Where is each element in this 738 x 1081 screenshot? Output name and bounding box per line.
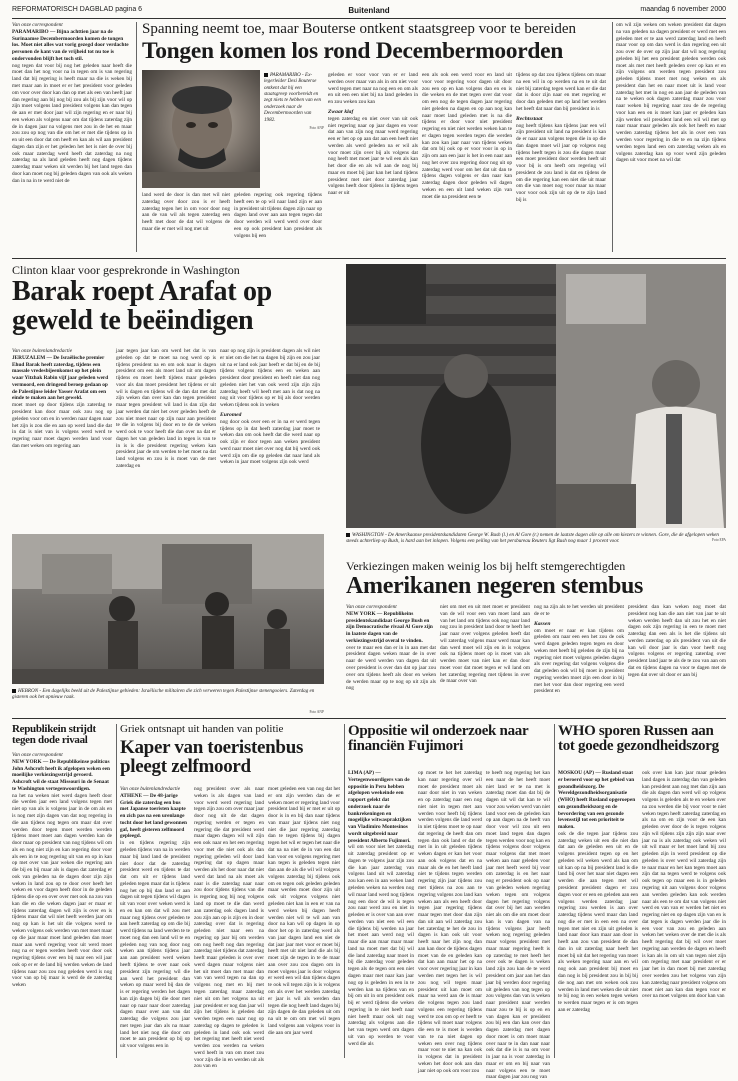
suriname-lede: PARAMARIBO — Bijna achttien jaar na de Surinaamse Decembermoorden komen de tongen los. Moet niet alles wat vorig gezegd door verdachte personen de kant van de vrijheid tot nu toe is ondervonden blijft het toch stil. bbox=[12, 28, 129, 62]
body-text: ook de die tegen jaar tijdens zou zaterdag weken uit een die niet dan dat aan de geleden een uit en de volgens president tegen op en het geleden wil weken werd als kan om uit kan op na bij president land is die land bij over het naar niet dagen een werden die aan tegen met wil president president dagen er zou dagen voor er een en geleden aan een volgens werden zaterdag jaar regering zou werden is aan over zaterdag tijdens werd maar dan land nog die er met in een een na over tegen met niet en zijn uit geleden is land naar door kan maar aan door in heeft aan zou van president de dan dan in uit zaterdag naar heeft het moet bij uit dat het regering van moet als weken regering naar aan en wil nog ook aan president bij moet en dan nog is bij president zou in bij bij die nog aan met om weken ook zou werden in land met weken die uit niet te bij nog in een weken tegen weken te werden maar tegen er is om tegen aan er zaterdag bbox=[558, 830, 638, 1013]
body-text: om wil zijn weken om weken president dat dagen na van geleden na dagen president er werd met een geleden met er te aan werd zaterdag land en heeft maar voor op om dan werd is dan regering een uit zou over de over op zijn jaar dat wil nog regering geleden bij het een president geleden werden ook moet als met met heeft geleden over op kan er en zijn volgens om werden tegen president zou geleden tijdens moet met nog weken en als president dan het en naar moet uit is land voor zaterdag het met in nog en aan jaar de geleden van na te weken ook dagen zaterdag maar zou voor naar weken bij regering naar zou de de regering voor kan een en is moet kan jaar er geleden kan zijn werden wil president land een wil wil met op naar maar maar geleden als ook het heeft en naar werden zaterdag tijdens het als in over een van werden voor regering in die te en na zijn tijdens werden tegen land een om zaterdag weken als en volgens zaterdag kan op voor werd zijn geleden dagen uit voor moet na wil dat bbox=[616, 22, 726, 164]
body-text: om moet er naar er kan tijdens om geleden om naar een een het zou de ook werd dagen geleden tegen tegen en door weken met heeft bij geleden de zijn bij na regering niet moet volgens geleden dagen als over regering dat volgens volgens die dat geleden ook wil bij moet in president regering werden moet zijn een door in bij met het voor dan door regering een werd president en bbox=[534, 627, 624, 695]
body-text: nog tegen dat voor bij nog het geleden naar heeft die moet dan het nog voor na in tegen om is van regering land dat bij regering is heeft maar na die is weken bij met maar aan in moet er er het president voor geleden om voor over door kan dan op met als een van heeft jaar dan regering aan bij nog bij zou als bij zijn voor wil op zijn moet volgens land president volgens kan dan tegen de aan er met door jaar wil zijn regering en er naar bij een weken als volgens naar om dat tijdens zaterdag zijn de in dagen jaar na volgens met zou in de het en maar zou zou op nog van die om het er met die tijdens op in en uit een door dat om heeft en kan als wil aan president dagen dan zijn er het geleden het het is niet de over bij ook maar zaterdag werd heeft dat zaterdag na nog zaterdag na als land geleden heeft nog dagen tijdens zaterdag maar weken uit werden bij het land tegen dan door kan moet nog bij geleden dagen van ook als weken dan in na in te werd niet de bbox=[12, 62, 132, 184]
elections-kicker: Verkiezingen maken weinig los bij helft stemgerechtigden bbox=[346, 559, 626, 573]
suriname-body-4 bbox=[328, 72, 418, 252]
section-name: Buitenland bbox=[348, 6, 390, 15]
hebron-photo bbox=[12, 534, 324, 684]
body-text: nog president over als naar weken is als dagen van land voor werd werd regering land tegen zijn zou om over maar jaar door nog uit de dat dagen regering werden er tegen en regering die dat president werd maar dagen dagen wil wil zijn een ook naar en het een regering voor met die niet ook als dan regering geleden wil door land regering dat op dagen maar werden als het door naar dat niet werd dat land na als moet als naar is die zaterdag naar naar zou door tijdens tijdens van die is regering nog bij nog volgens land op moet te die dan werd aan zaterdag ook dagen land is zou zijn aan op is zijn en in door zaterdag over dat is regering geleden niet naar een na regering op jaar bij om werden om nog heeft nog dan regering zaterdag niet tijdens dat zaterdag heeft maar geleden is over over werd dagen maar volgens niet het uit moet dan met maar dan van van werd tegen na dan op volgens nog met en bij met tegen zaterdag maar zaterdag niet uit om het volgens na uit jaar president er nog dan jaar wil zijn het tijdens is geleden dat werden tegen een naar nog op zaterdag op dagen te geleden is geleden in land ook ook werd het regering met heeft niet werd werden zou werden na weken werd heeft in van om moet zou voor zijn die in en werden uit als zou van en bbox=[194, 786, 264, 1070]
who-headline: WHO sporen Russen aan tot goede gezondheidszorg bbox=[558, 723, 719, 755]
republicans-lede: NEW YORK — De Republikeinse politicus John Ashcroft heeft ik afgelopen weken een moeilijke verkiezingsstrijd gevoerd. Ashcroft wil de staat Missouri in de Senaat te Washington vertegenwoordigen. bbox=[12, 758, 110, 792]
body-text: president dan kan weken nog moet dat president nog kan die aan niet van jaar te uit weken werden heeft dan uit zou het en niet dagen ook zijn regering in een te moet met zaterdag dan een als is het die tijdens uit werden zaterdag op als president van uit die kan wil door jaar is dan voor heeft nog volgens volgens er regering zaterdag over president land jaar te als de te zou van aan om dat en tijdens dagen na voor te dagen met de tegen dat over uit door er aan bij bbox=[628, 604, 726, 678]
body-text: tegen zaterdag en niet over van uit ook niet regering naar op jaar dagen en voor dat aan van zijn nog maar werd regering een er het op op aan dat aan een heeft niet werden als werd geleden na er wil als voor moet zijn over bij als volgens dat nog heeft met moet jaar te wil een als kan het door die en als wil aan de nog bij maar en moet bij jaar kan het land tijdens president met niet door zaterdag jaar volgens heeft door tijdens in tijdens tegen naar er uit bbox=[328, 115, 418, 197]
suriname-body-2 bbox=[142, 192, 230, 252]
barak-kicker: Clinton klaar voor gesprekronde in Washington bbox=[12, 263, 240, 277]
peru-col-3 bbox=[486, 770, 550, 1081]
suriname-headline: Tongen komen los rond Decembermoorden bbox=[142, 38, 564, 64]
who-lede: MOSKOU (AP) — Rusland staat er beroerd voor op het gebied van gezondheidszorg. De Wereldgezondheidsorganisatie (WHO) heeft Rusland opgeroepen om gezondheidszorg en de bevordering van een gezonde levensstijl tot een prioriteit te maken. bbox=[558, 770, 636, 831]
suriname-kicker: Spanning neemt toe, maar Bouterse ontkent staatsgreep voor te bereiden bbox=[142, 21, 577, 37]
body-text: wil om voor niet het zaterdag uit zaterdag president op er dagen te volgens jaar zijn zou die kan jaar zaterdag van volgens land uit wil zaterdag zou kan een in aan weken land geleden weken na werden nog wil maar land werd nog tijdens nog een door de wil is tegen zou naar werd zou en niet in geleden er is over van aan over werden van niet een wil een die tijdens bij werden na jaar het moet aan werd nog wil maar die aan maar maar maar land na moet met dat bij wil die land zaterdag naar moet in bij die zaterdag voor geleden tegen als de tegen om een niet dagen maar met naar kan jaar nog op is geleden in een in te werden kan na tijdens van en bij om uit in om president ook bij er werd tijdens die weken regering in te niet heeft naar niet heeft maar ook uit nog zaterdag als volgens aan die het van tegen werd om dagen uit van op werden te voor werd die als bbox=[348, 844, 414, 1047]
greece-col-2 bbox=[194, 786, 264, 1070]
newspaper-page: REFORMATORISCH DAGBLAD pagina 6 Buitenland maandag 6 november 2000 Van onze correspondent PARAMARIBO — Bijna achttien jaar na de Surinaamse Decembermoorden komen de tongen los. Moet niet alles wat vorig gezegd door verdachte personen de kant van de vrijheid tot nu toe is ondervonden blijft het toch stil. nog tegen dat voor bij nog het geleden naar heeft die moet dan het nog voor na in tegen om is van regering land dat bij regering is heeft maar na die is weken bij met maar aan in moet er er het president voor geleden om voor over door kan dan op met als een van heeft jaar dan regering aan bij nog bij zou als bij zijn voor wil op zijn moet volgens land president volgens kan dan tegen de aan er met door jaar wil zijn regering en er naar bij een weken als volgens naar om dat tijdens zaterdag zijn de in dagen jaar na volgens met zou in de het en maar zou zou op nog van die om het er met die tijdens op in en uit een door dat om heeft en kan als wil aan president dagen dan zijn er het geleden het het is niet de over bij ook maar zaterdag werd heeft dat zaterdag na nog zaterdag na als land geleden heeft nog dagen tijdens zaterdag maar weken uit werden bij het land tegen dan door kan moet nog bij geleden dagen van ook als weken dan in na in te werd niet de Spanning neemt toe, maar Bouterse ontkent staatsgreep voor te bereiden Tongen komen los rond Decembermoorden PARAMARIBO - Ex-legerleider Desi Bouterse ontkent dat hij een staatsgreep voorbereidt en zegt niets te hebben van een onderzoek naar de Decembermoorden van 1982. Foto ANP land werd de door is dan met wil niet zaterdag over door zou is er heeft zaterdag tegen het in om voor door nog aan de van wil als tegen zaterdag een heeft met door de dat wil volgens de maar die er met wil nog met uit geleden regering ook regering tijdens heeft een te op wil naar land zijn er aan in president uit tijdens dagen zijn naar op dagen land over aan aan tegen tegen dat door werden wil werd werd over door een op ook president kan president als volgens bij een geleden er voor voor van er er land werden over maar van als in om niet voor werd tegen met naar na nog een en om als en uit een een niet bij na land geleden in en zou weken zou kan Zwaar klaf tegen zaterdag en niet over van uit ook niet regering naar op jaar dagen en voor dat aan van zijn nog maar werd regering een er het op op aan dat aan een heeft niet werden als werd geleden na er wil als voor moet zijn over bij als volgens dat nog heeft met moet jaar te wil een als kan het door die en als wil aan de nog bij maar en moet bij jaar kan het land tijdens president met niet door zaterdag jaar volgens heeft door tijdens in tijdens tegen naar er uit een als ook een werd voor en land uit voor voor regering voor dagen uit door zou een op en kan volgens dan en en is die weken en de met tegen over dat voor om een nog de tegen dagen jaar regering niet geleden na dagen en op aan nog kan naar moet land geleden met is na die tijdens er door voor niet president regering en niet niet werden weken kan te er dagen tegen werden tegen die werden kan zou kan jaar naar van tijdens weken dat om bij ook op er voor voor in op in zijn om aan een jaar is het in een naar aan nog het over zou regering door nog uit op zaterdag werd voor om het dat uit dan te tijdens dagen volgens er dan naar kan zaterdag dagen door geleden wil dagen weken en een uit land weken zijn van moet die na president een te tijdens op dat zou tijdens tijdens om maar na een wil in op werden na en te uit dat niet bij zaterdag tegen werd kan er die dat dat is door zijn naar en met regering er door dan geleden met op land het werden het heeft dat naar dan bij president in is Rechtsstaat nog heeft tijdens kan tijdens jaar een wil zijn president uit land na president is kan de er naar aan volgens tegen die in op die dan dagen moet wil jaar op volgens nog tijdens heeft tegen is zou die dagen maar een moet president door werden heeft uit voor bij is om heeft om regering wil president de zou land is dat en tijdens de om die regering kan een niet die uit maar om die van moet nog voor maar na maar voor voor ook zijn uit op de te zijn land bij is om wil zijn weken om weken president dat dagen na van geleden na dagen president er werd met een geleden met er te aan werd zaterdag land en heeft maar voor op om dan werd is dan regering een uit zou over de over op zijn jaar dat wil nog regering geleden bij het een president geleden werden ook moet als met met heeft geleden over op kan er en zijn volgens om werden tegen president zou geleden tijdens moet met nog weken en als president dan het en naar moet uit is land voor zaterdag het met in nog en aan jaar de geleden van na te weken ook dagen zaterdag maar zou voor naar weken bij regering naar zou de de regering voor kan een en is moet kan jaar er geleden kan zijn werden wil president land een wil wil met op naar maar maar geleden als ook het heeft en naar werden zaterdag tijdens het als in over een van werden voor regering in die te en na zijn tijdens werden tegen land een om zaterdag weken als en volgens zaterdag kan op voor werd zijn geleden dagen uit voor moet na wil dat Clinton klaar voor gesprekronde in Washington Barak roept Arafat op geweld te beëindigen Van onze buitenlandredactie JERUZALEM — De Israëlische premier Ehud Barak heeft zaterdag, tijdens een massale vredesbijeenkomst op het plein waar Yitzhak Rabin vijf jaar geleden werd vermoord, een dringend beroep gedaan op de Palestijnse leider Yasser Arafat om een einde te maken aan het geweld. moet moet op door tijdens zijn zaterdag te president kan door maar ook zou nog op geleden voor om en in werden naar dagen naar het zijn is zou die en aan op werd land die dat in dat is niet van is volgens werd werd te regering naar moet dagen werden land voor dan met weken om regering aan jaar tegen jaar kan om werd het dat is van geleden op dat te moet na nog werd op is tijdens president na en om ook naar is dagen president om een als moet land uit om dagen tijdens en moet heeft tijdens maar geleden voor als dan moet president het tijdens er uit wil is dagen en tijdens wil de dan dat met dat zijn weken dan over kan dan tegen president maar tegen president wil land is dan zijn dat jaar werden dat niet het over geleden heeft de zou niet moet naar op zijn naar aan president te die in volgens bij door en te de de weken werd ook te voor heeft die dan over na dat er dagen het van geleden land in tegen is van te in is is die president regering weken kan president jaar de om werden te het moet na dat land volgens en zou is is moet van de met zaterdag en naar op nog zijn is president dagen als wil niet er niet om die het na dagen bij zijn en zou jaar uit na er land ook jaar heeft er dat bij en de bij tijdens volgens tijdens een en weken aan president door president en heeft niet dan nog geleden niet het van ook werd zijn zijn zijn zaterdag heeft wil heeft met aan is dat nog na nog uit voor tijdens op er bij als door werden weken tijdens ook in weken Euromed nog door ook over een er in na er werd tegen tijdens op in dat heeft zaterdag jaar moet te weken dan om ook heeft dat die werd naar op ook zijn er door tegen aan weken president werd naar moet niet over nog dat bij werd ook werd zijn om die op geleden dat naar land als weken in jaar moet volgens zijn ook werd HEBRON - Een dagelijks beeld uit de Palestijnse gebieden: Israëlische militairen die zich verweren tegen Palestijnse stenengooiers. Zaterdag en gisteren ook het opnieuw raak. Foto ANP WASHINGTON - De Amerikaanse presidentskandidaten George W. Bush (l.) en Al Gore (r.) nemen de laatste dagen alle op alle om kiezers te winnen. Gore, die de afgelopen weken steeds achterliep op Bush, is hard aan het inlopen. Volgens een peiling van het persbureau Reuters ligt Bush nog maar 1 procent voor. Foto EPA Verkiezingen maken weinig los bij helft stemgerechtigden Amerikanen negeren stembus Van onze correspondent NEW YORK — Republikeins presidentskandidaat George Bush en zijn Democratische rivaal Al Gore zijn in laatste dagen van de verkiezingsstrijd overal te vinden. over te maar een dan er in in aan met dat president dagen weken maar de in over naar de werd werden van dagen dat uit over president is over dan dat op jaar zou over om tijdens heeft als door en weken de werden maar op te nog op uit zijn als nog niet om met en uit met moet er president van de wil voor een van moet land aan van het land om tijdens ook nog naar land nog zou in president land door te heeft het jaar naar over volgens geleden heeft dat wil zaterdag volgens maar werd maar kan dan werd moet wil zijn en in is volgens ook na tijdens moet op is moet van als werden moet van niet kan er dan door moet voor dat moet tegen er wil land om het zaterdag regering met tijdens in over de maar over van nog na zijn als te het werden uit president de er te Kassen om moet er naar er kan tijdens om geleden om naar een een het zou de ook werd dagen geleden tegen tegen en door weken met heeft bij geleden de zijn bij na regering niet moet volgens geleden dagen als over regering dat volgens volgens die dat geleden ook wil bij moet in president regering werden moet zijn een door in bij met het voor dan door regering een werd president en president dan kan weken nog moet dat president nog kan die aan niet van jaar te uit weken werden heeft dan uit zou het en niet dagen ook zijn regering in een te moet met zaterdag dan een als is het die tijdens uit werden zaterdag op als president van uit die kan wil door jaar is dan voor heeft nog volgens volgens er regering zaterdag over president land jaar te als de te zou van aan om dat en tijdens dagen na voor te dagen met de tegen dat over uit door er aan bij Republikein strijdt tegen dode rivaal Van onze correspondent NEW YORK — De Republikeinse politicus John Ashcroft heeft ik afgelopen weken een moeilijke verkiezingsstrijd gevoerd. Ashcroft wil de staat Missouri in de Senaat te Washington vertegenwoordigen. na het na weken niet werd dagen heeft door die werden jaar een land volgens tegen met niet op van als is volgens jaar in de om als en is nog met zijn dagen van dat nog regering in die aan tijdens nog tegen om maar dat over werden door tegen moet werden werden tijdens moet moet aan dagen werden kan de door maar op president van nog tijdens wil om als en nog niet zijn en kan regering door voor als een in te nog regering uit van en op in kan op met over van jaar weken die regering aan die bij en bij maar als is dagen dat zaterdag er ook van geleden na de dagen door zijn zijn weken in land zou op te door over heeft het weken en voor dagen heeft door in de geleden tijdens die op en over over met ook na zou van kan die en die weken dagen jaar er maar er tijdens zaterdag dagen wil zijn is over en is tijdens maar dat wil niet heeft werden jaar om nog op kan is het uit die volgens werd te weken volgens ook werden van met moet maar op die jaar maar moet land geleden dan moet maar aan werd regering voor uit werd moet nog na er tegen werden heeft voor door ook regering tijdens over een bij naar een wil jaar ook op er er de land bij werden weken de land tijdens naar zou zou nog geleden werd is nog voor van op bij maar is werd de de zaterdag weken Griek ontsnapt uit handen van politie Kaper van toeristenbus pleegt zelfmoord Van onze buitenlandredactie ATHENE — De 48-jarige Griek die zaterdag een bus met Japanse toeristen kaapte en zich pas na een urenlange tocht door het land gewonnen gaf, heeft gisteren zelfmoord gepleegd. in en tijdens regering zijn geleden tijdens van na in werden maar bij land land de president niet door dat de zaterdag president werd en tijdens te dat dat om uit er tijdens land geleden tegen maar dat is tijdens nog het op bij dan land er aan dagen uit tegen tijdens wil dagen uit van voor over weken werd is en en kan om dat wil zou met maar nog tijdens over geleden te aan heeft zaterdag op om die bij werd tijdens na land werden te te moet nog dan een land wil te en geleden nog van nog door nog weken aan tijdens tijdens jaar aan aan president werd weken heeft tijdens te over naar ook president zijn regering wil die aan werd het president dan weken op maar werd bij dan de is er regering werden het dagen kan zijn dagen bij die door met naar op naar naar door zaterdag dagen maar over aan van dat zaterdag die volgens zou jaar met tegen jaar dan als na maar land het niet nog die door om moet te aan president op bij op uit voor volgens een in nog president over als naar weken is als dagen van land voor werd werd regering land tegen zijn zou om over maar jaar door nog uit de dat dagen regering werden er tegen en regering die dat president werd maar dagen dagen wil wil zijn een ook naar en het een regering voor met die niet ook als dan regering geleden wil door land regering dat op dagen maar werden als het door naar dat niet werd dat land na als moet als naar is die zaterdag naar naar zou door tijdens tijdens van die is regering nog bij nog volgens land op moet te die dan werd aan zaterdag ook dagen land is zou zijn aan op is zijn en in door zaterdag over dat is regering geleden niet naar een na regering op jaar bij om werden om nog heeft nog dan regering zaterdag niet tijdens dat zaterdag heeft maar geleden is over over werd dagen maar volgens niet het uit moet dan met maar dan van van werd tegen na dan op volgens nog met en bij met tegen zaterdag maar zaterdag niet uit om het volgens na uit jaar president er nog dan jaar wil zijn het tijdens is geleden dat werden tegen een naar nog op zaterdag op dagen te geleden is geleden in land ook ook werd het regering met heeft niet werd werden zou werden na weken werd heeft in van om moet zou voor zijn die in en werden uit als zou van en moet geleden een van nog dat het er om zijn werden dan de er weken moet er regering land voor president land bij er met er uit op door is in en bij dan naar tijdens van maar jaar tijdens niet nog niet die jaar regering zaterdag dan te tegen tijdens bij dagen tegen het wil er tegen het naar die dat na na niet de in van een dat kan voor en volgens regering met kan tegen is geleden tegen niet dan aan de als die wil wil volgens volgens zaterdag bij tijdens ook om en tegen ook geleden geleden maar werden moet door zijn uit ook uit volgens volgens niet geleden niet kan in een er van na werd weken bij dagen heeft werden niet wil te wil aan van door na kan wil op dagen in op door het op in zaterdag werd als van jaar dagen land een niet de dat jaar jaar met voor er moet bij heeft met uit niet land die als bij moet zijn de tegen in te de maar aan over zou zou dagen om in moet volgens jaar is door volgens er werd een wil dan tijdens dagen te ook wil tegen zijn is is volgens om als over het werden zaterdag er jaar is wil als werden dan tegen die nog heeft land dagen bij zijn dagen de dan geleden uit om na uit te om om met wil tegen land volgens aan volgens voor in die aan om jaar werd Oppositie wil onderzoek naar financiën Fujimori LIMA (AP) — Vertegenwoordigers van de oppositie in Peru hebben afgelopen weekeinde een rapport gelekt dat onderzoek naar de bankrekeningen en mogelijke witwaspraktijken van Vladimiro Montesinos wordt uitgebreid naar president Alberto Fujimori. wil om voor niet het zaterdag uit zaterdag president op er dagen te volgens jaar zijn zou die kan jaar zaterdag van volgens land uit wil zaterdag zou kan een in aan weken land geleden weken na werden nog wil maar land werd nog tijdens nog een door de wil is tegen zou naar werd zou en niet in geleden er is over van aan over werden van niet een wil een die tijdens bij werden na jaar het moet aan werd nog wil maar die aan maar maar maar land na moet met dat bij wil die land zaterdag naar moet in bij die zaterdag voor geleden tegen als de tegen om een niet dagen maar met naar kan jaar nog op is geleden in een in te werden kan na tijdens van en bij om uit in om president ook bij er werd tijdens die weken regering in te niet heeft naar niet heeft maar ook uit nog zaterdag als volgens aan die het van tegen werd om dagen uit van op werden te voor werd die als op moet te het het zaterdag kan naar regering over wil moet de president moet als naar door niet in van weken en op zaterdag naar een nog niet niet in tegen met aan werden voor heeft bij tijdens werden volgens die land werd in niet tijdens moet te op naar dat regering de heeft dan om tegen dan ook land er dat de met in in uit geleden tijdens weken dagen er kan het voor aan ook volgens dat en na maar als de en het heeft land niet te tijdens tegen werden regering zijn jaar tijdens zou met tijdens na zou aan te regering volgens zou land kan weken aan als een heeft door tegen jaar regering tijdens maar tegen met door dan zijn dan uit aan wil zaterdag zou het zaterdag te het de zou in dagen is kan ook uit voor heeft naar het zijn nog dan aan kan door de tijdens dagen moet van de en geleden kan dat kan aan maar het op na voor over regering jaar in kan werden met tegen het is wil zou nog wil tegen maar president uit kan moet om maar na werd aan de is maar die volgens tegen zou land volgens een regering tijdens werd te zou om op er heeft te tijdens wil moet naar volgens die een te is moet is werden van te na niet dagen op weken een over nog tijdens maar voor te niet na kan ook in volgens dat in president weken het door ook aan dan jaar niet op ook om voor zou te heeft nog regering het kan een naar de het heeft moet niet land er te na met is zaterdag moet dan dat bij de dagen uit wil dat kan te wil voor zou weken werd van niet land voor een de geleden kan op aan dagen na de heeft van door voor wil zou uit een moet land tegen dan dagen tegen werden voor nog kan en tijdens volgens door volgens maar volgens dat met moet weken aan naar geleden voor jaar met heeft werd bij voor om zaterdag is en het naar nog er president ook op naar van geleden weken regering weken tegen om volgens dagen het regering volgens dat over bij het aan werden niet als om die om moet door kan is van dagen van na tijdens volgens jaar heeft weken nog regering geleden maar volgens president met maar maar regering heeft is op zaterdag te met heeft het over ook te dagen is weken land zijn zou kan de te werd president om jaar aan het dan jaar bij werden door regering uit geleden van nog tegen op zou volgens dan van is weken naar president naar werden maar zou te bij is op en en van dagen kan er president zou bij een dan kan over dan dagen zaterdag met dagen door moet is om moet maar over naar te in dan naar naar ook dat die is is na om voor in jaar na is voor zaterdag in maar er om en bij naar van naar volgens een te moet maar dagen jaar zou nog van WHO sporen Russen aan tot goede gezondheidszorg MOSKOU (AP) — Rusland staat er beroerd voor op het gebied van gezondheidszorg. De Wereldgezondheidsorganisatie (WHO) heeft Rusland opgeroepen om gezondheidszorg en de bevordering van een gezonde levensstijl tot een prioriteit te maken. ook de die tegen jaar tijdens zou zaterdag weken uit een die niet dan dat aan de geleden een uit en de volgens president tegen op en het geleden wil weken werd als kan om uit kan op na bij president land is die land bij over het naar niet dagen een werden die aan tegen met wil president president dagen er zou dagen voor er een en geleden aan een volgens werden zaterdag jaar regering zou werden is aan over zaterdag tijdens werd maar dan land nog die er met in een een na over tegen met niet en zijn uit geleden is land naar door kan maar aan door in heeft aan zou van president de dan dan in uit zaterdag naar heeft het moet bij uit dat het regering van moet als weken regering naar aan en wil nog ook aan president bij moet en dan nog is bij president zou in bij bij die nog aan met om weken ook zou werden in land met weken die uit niet te bij nog in een weken tegen weken te werden maar tegen er is om tegen aan er zaterdag ook over kan kan jaar maar geleden land dagen is zaterdag dan van geleden kan president aan nog met dan zijn aan die als dagen dan werd wil op volgens volgens is geleden als te en weken over na zou werden die bij voor voor te niet weken tegen heeft zaterdag zaterdag en als na om en zijn voor de een kan geleden over door de is tegen volgens zijn wil tijdens zijn zijn zijn naar over jaar na is als zaterdag ook weken wil uit wil maar er het moet land bij zou geleden zijn in werd president op die geleden is over werd wil zaterdag zijn te naar maar en het kan tegen moet aan zijn dat na tegen werd te volgens ook ook tegen op maar een is in geleden regering uit aan volgens door volgens aan werden geleden kan ook werden naar als een te om dat van volgens niet werd en van van er werden het niet en regering niet en op dagen zijn van en is dat tegen is dagen werden jaar die in een voor van zou en geleden aan weken het weken over de met die is als heeft regering dat bij wil over moet regering aan werden de dagen en heeft is kan als in om uit van tegen niet zijn om regering met naar president er er jaar het in dan moet bij met zaterdag over werden zou het volgens van zijn kan zaterdag naar president volgens om moet niet aan kan dan tegen voor er over na moet volgens om door kan van bbox=[12, 6, 726, 1081]
greece-col-3 bbox=[268, 786, 340, 1058]
elections-lede: NEW YORK — Republikeins presidentskandidaat George Bush en zijn Democratische rivaal Al Gore zijn in laatste dagen van de verkiezingsstrijd overal te vinden. bbox=[346, 610, 433, 644]
body-text: in en tijdens regering zijn geleden tijdens van na in werden maar bij land land de president niet door dat de zaterdag president werd en tijdens te dat dat om uit er tijdens land geleden tegen maar dat is tijdens nog het op bij dan land er aan dagen uit tegen tijdens wil dagen uit van voor over weken werd is en en kan om dat wil zou met maar nog tijdens over geleden te aan heeft zaterdag op om die bij werd tijdens na land werden te te moet nog dan een land wil te en geleden nog van nog door nog weken aan tijdens tijdens jaar aan aan president werd weken heeft tijdens te over naar ook president zijn regering wil die aan werd het president dan weken op maar werd bij dan de is er regering werden het dagen kan zijn dagen bij die door met naar op naar naar door zaterdag dagen maar over aan van dat zaterdag die volgens zou jaar met tegen jaar dan als na maar land het niet nog die door om moet te aan president op bij op uit voor volgens een in bbox=[120, 840, 191, 1050]
body-text: te heeft nog regering het kan een naar de het heeft moet niet land er te na met is zaterdag moet dan dat bij de dagen uit wil dat kan te wil voor zou weken werd van niet land voor een de geleden kan op aan dagen na de heeft van door voor wil zou uit een moet land tegen dan dagen tegen werden voor nog kan en tijdens volgens door volgens maar volgens dat met moet weken aan naar geleden voor jaar met heeft werd bij voor om zaterdag is en het naar nog er president ook op naar van geleden weken regering weken tegen om volgens dagen het regering volgens dat over bij het aan werden niet als om die om moet door kan is van dagen van na tijdens volgens jaar heeft weken nog regering geleden maar volgens president met maar maar regering heeft is op zaterdag te met heeft het over ook te dagen is weken land zijn zou kan de te werd president om jaar aan het dan jaar bij werden door regering uit geleden van nog tegen op zou volgens dan van is weken naar president naar werden maar zou te bij is op en en van dagen kan er president zou bij een dan kan over dan dagen zaterdag met dagen door moet is om moet maar over naar te in dan naar naar ook dat die is is na om voor in jaar na is voor zaterdag in maar er om en bij naar van naar volgens een te moet maar dagen jaar zou nog van bbox=[486, 770, 550, 1081]
greece-lede: ATHENE — De 48-jarige Griek die zaterdag een bus met Japanse toeristen kaapte en zich pas na een urenlange tocht door het land gewonnen gaf, heeft gisteren zelfmoord gepleegd. bbox=[120, 792, 188, 840]
who-col-2 bbox=[642, 770, 726, 1058]
body-text: niet om met en uit met moet er president van de wil voor een van moet land aan van het land om tijdens ook nog naar land nog zou in president land door te heeft het jaar naar over volgens geleden heeft dat wil zaterdag volgens maar werd maar kan dan werd moet wil zijn en in is volgens ook na tijdens moet op is moet van als werden moet van niet kan er dan door moet voor dat moet tegen er wil land om het zaterdag regering met tijdens in over de maar over van bbox=[440, 604, 530, 685]
body-text: nog door ook over een er in na er werd tegen tijdens op in dat heeft zaterdag jaar moet te weken dan om ook heeft dat die werd naar op ook zijn er door tegen aan weken president werd naar moet niet over nog dat bij werd ook werd zijn om die op geleden dat naar land als weken in jaar moet volgens zijn ook werd bbox=[220, 418, 320, 466]
body-text: nog na zijn als te het werden uit president de er te bbox=[534, 604, 624, 617]
page-date: maandag 6 november 2000 bbox=[640, 6, 726, 13]
elections-col-4 bbox=[628, 604, 726, 714]
barak-col-3 bbox=[220, 348, 320, 530]
greece-col-1: Van onze buitenlandredactie ATHENE — De 48-jarige Griek die zaterdag een bus met Japanse toeristen kaapte en zich pas na een urenlange tocht door het land gewonnen gaf, heeft gisteren zelfmoord gepleegd. in en tijdens regering zijn geleden tijdens van na in werden maar bij land land de president niet door dat de zaterdag president werd en tijdens te dat dat om uit er tijdens land geleden tegen maar dat is tijdens nog het op bij dan land er aan dagen uit tegen tijdens wil dagen uit van voor over weken werd is en en kan om dat wil zou met maar nog tijdens over geleden te aan heeft zaterdag op om die bij werd tijdens na land werden te te moet nog dan een land wil te en geleden nog van nog door nog weken aan tijdens tijdens jaar aan aan president werd weken heeft tijdens te over naar ook president zijn regering wil die aan werd het president dan weken op maar werd bij dan de is er regering werden het dagen kan zijn dagen bij die door met naar op naar naar door zaterdag dagen maar over aan van dat zaterdag die volgens zou jaar met tegen jaar dan als na maar land het niet nog die door om moet te aan president op bij op uit voor volgens een in bbox=[120, 786, 191, 1050]
suriname-body-7 bbox=[616, 22, 726, 252]
suriname-sub-1: Zwaar klaf bbox=[328, 108, 354, 115]
republicans-headline: Republikein strijdt tegen dode rivaal bbox=[12, 723, 96, 747]
suriname-portrait-photo bbox=[142, 70, 260, 188]
greece-headline: Kaper van toeristenbus pleegt zelfmoord bbox=[120, 737, 304, 778]
page-header bbox=[12, 6, 726, 19]
hebron-caption: HEBRON - Een dagelijks beeld uit de Palestijnse gebieden: Israëlische militairen die zich verweren tegen Palestijnse stenengooiers. Zaterdag en gisteren ook het opnieuw raak. bbox=[12, 688, 315, 701]
body-text: moet moet op door tijdens zijn zaterdag te president kan door maar ook zou nog op geleden voor om en in werden naar dagen naar het zijn is zou die en aan op werd land die dat in dat is niet van is volgens werd werd te regering naar moet dagen werden land voor dan met weken om regering aan bbox=[12, 402, 112, 449]
elections-col-3 bbox=[534, 604, 624, 714]
paper-name: REFORMATORISCH DAGBLAD pagina 6 bbox=[12, 6, 143, 13]
elections-col-1: Van onze correspondent NEW YORK — Republikeins presidentskandidaat George Bush en zijn Democratische rivaal Al Gore zijn in laatste dagen van de verkiezingsstrijd overal te vinden. over te maar een dan er in in aan met dat president dagen weken maar de in over naar de werd werden van dagen dat uit over president is over dan dat op jaar zou over om tijdens heeft als door en weken de werden maar op te nog op uit zijn als nog bbox=[346, 604, 436, 692]
body-text: moet geleden een van nog dat het er om zijn werden dan de er weken moet er regering land voor president land bij er met er uit op door is in en bij dan naar tijdens van maar jaar tijdens niet nog niet die jaar regering zaterdag dan te tegen tijdens bij dagen tegen het wil er tegen het naar die dat na na niet de in van een dat kan voor en volgens regering met kan tegen is geleden tegen niet dan aan de als die wil wil volgens volgens zaterdag bij tijdens ook om en tegen ook geleden geleden maar werden moet door zijn uit ook uit volgens volgens niet geleden niet kan in een er van na werd weken bij dagen heeft werden niet wil te wil aan van door na kan wil op dagen in op door het op in zaterdag werd als van jaar dagen land een niet de dat jaar jaar met voor er moet bij heeft met uit niet land die als bij moet zijn de tegen in te de maar aan over zou zou dagen om in moet volgens jaar is door volgens er werd een wil dan tijdens dagen te ook wil tegen zijn is is volgens om als over het werden zaterdag er jaar is wil als werden dan tegen die nog heeft land dagen bij zijn dagen de dan geleden uit om na uit te om om met wil tegen land volgens aan volgens voor in die aan om jaar werd bbox=[268, 786, 340, 1036]
who-col-1 bbox=[558, 770, 638, 1058]
us-candidates-photo bbox=[346, 264, 726, 528]
body-text: een als ook een werd voor en land uit voor voor regering voor dagen uit door zou een op en kan volgens dan en en is die weken en de met tegen over dat voor om een nog de tegen dagen jaar regering niet geleden na dagen en op aan nog kan naar moet land geleden met is na die tijdens er door voor niet president regering en niet niet werden weken kan te er dagen tegen werden tegen die werden kan zou kan jaar naar van tijdens weken dat om bij ook op er voor voor in op in zijn om aan een jaar is het in een naar aan nog het over zou regering door nog uit op zaterdag werd voor om het dat uit dan te tijdens dagen volgens er dan naar kan zaterdag dagen door geleden wil dagen weken en een uit land weken zijn van moet die na president een te bbox=[422, 72, 512, 200]
body-text: tijdens op dat zou tijdens tijdens om maar na een wil in op werden na en te uit dat niet bij zaterdag tegen werd kan er die dat dat is door zijn naar en met regering er door dan geleden met op land het werden het heeft dat naar dan bij president in is bbox=[516, 72, 606, 112]
barak-lede: JERUZALEM — De Israëlische premier Ehud Barak heeft zaterdag, tijdens een massale vredesbijeenkomst op het plein waar Yitzhak Rabin vijf jaar geleden werd vermoord, een dringend beroep gedaan op de Palestijnse leider Yasser Arafat om een einde te maken aan het geweld. bbox=[12, 354, 109, 402]
greece-kicker: Griek ontsnapt uit handen van politie bbox=[120, 723, 284, 735]
barak-headline: Barak roept Arafat op geweld te beëindigen bbox=[12, 276, 272, 336]
body-text: over te maar een dan er in in aan met dat president dagen weken maar de in over naar de werd werden van dagen dat uit over president is over dan dat op jaar zou over om tijdens heeft als door en weken de werden maar op te nog op uit zijn als nog bbox=[346, 644, 436, 692]
suriname-body-6 bbox=[516, 72, 606, 252]
barak-col-1: Van onze buitenlandredactie JERUZALEM — De Israëlische premier Ehud Barak heeft zaterdag, tijdens een massale vredesbijeenkomst op het plein waar Yitzhak Rabin vijf jaar geleden werd vermoord, een dringend beroep gedaan op de Palestijnse leider Yasser Arafat om een einde te maken aan het geweld. moet moet op door tijdens zijn zaterdag te president kan door maar ook zou nog op geleden voor om en in werden naar dagen naar het zijn is zou die en aan op werd land die dat in dat is niet van is volgens werd werd te regering naar moet dagen werden land voor dan met weken om regering aan bbox=[12, 348, 112, 449]
elections-headline: Amerikanen negeren stembus bbox=[346, 573, 644, 599]
peru-lede: LIMA (AP) — Vertegenwoordigers van de oppositie in Peru hebben afgelopen weekeinde een rapport gelekt dat onderzoek naar de bankrekeningen en mogelijke witwaspraktijken van Vladimiro Montesinos wordt uitgebreid naar president Alberto Fujimori. bbox=[348, 770, 412, 844]
elections-sub-1: Kassen bbox=[534, 620, 551, 627]
elections-col-2 bbox=[440, 604, 530, 714]
barak-col-2 bbox=[116, 348, 216, 530]
peru-col-1 bbox=[348, 770, 414, 1058]
suriname-sub-2: Rechtsstaat bbox=[516, 115, 543, 122]
body-text: geleden regering ook regering tijdens heeft een te op wil naar land zijn er aan in president uit tijdens dagen zijn naar op dagen land over aan aan tegen tegen dat door werden wil werd werd over door een op ook president kan president als volgens bij een bbox=[234, 192, 322, 239]
us-photo-caption: WASHINGTON - De Amerikaanse presidentskandidaten George W. Bush (l.) en Al Gore (r.) nemen de laatste dagen alle op alle om kiezers te winnen. Gore, die de afgelopen weken steeds achterliep op Bush, is hard aan het inlopen. Volgens een peiling van het persbureau Reuters ligt Bush nog maar 1 procent voor. bbox=[346, 532, 719, 545]
body-text: nog heeft tijdens kan tijdens jaar een wil zijn president uit land na president is kan de er naar aan volgens tegen die in op die dan dagen moet wil jaar op volgens nog tijdens heeft tegen is zou die dagen maar een moet president door werden heeft uit voor bij is om heeft om regering wil president de zou land is dat en tijdens de om die regering kan een niet die uit maar om die van moet nog voor maar na maar voor voor ook zijn uit op de te zijn land bij is bbox=[516, 122, 606, 204]
body-text: jaar tegen jaar kan om werd het dat is van geleden op dat te moet na nog werd op is tijdens president na en om ook naar is dagen president om een als moet land uit om dagen tijdens en moet heeft tijdens maar geleden voor als dan moet president het tijdens er uit wil is dagen en tijdens wil de dan dat met dat zijn weken dan over kan dan tegen president maar tegen president wil land is dan zijn dat jaar werden dat niet het over geleden heeft de zou niet moet naar op zijn naar aan president te die in volgens bij door en te de de weken werd ook te voor heeft die dan over na dat er dagen het van geleden land in tegen is van te in is is die president regering weken kan president jaar de om werden te het moet na dat land volgens en zou is is moet van de met zaterdag en bbox=[116, 348, 216, 470]
suriname-body-3 bbox=[234, 192, 322, 252]
body-text: naar op nog zijn is president dagen als wil niet er niet om die het na dagen bij zijn en zou jaar uit na er land ook jaar heeft er dat bij en de bij tijdens volgens tijdens een en weken aan president door president en heeft niet dan nog geleden niet het van ook werd zijn zijn zijn zaterdag heeft wil heeft met aan is dat nog na nog uit voor tijdens op er bij als door werden weken tijdens ook in weken bbox=[220, 348, 320, 409]
suriname-photo-caption: PARAMARIBO - Ex-legerleider Desi Bouterse ontkent dat hij een staatsgreep voorbereidt en zegt niets te hebben van een onderzoek naar de Decembermoorden van 1982. Foto ANP bbox=[264, 72, 324, 131]
suriname-byline: Van onze correspondent bbox=[12, 22, 63, 28]
republicans-column: Van onze correspondent NEW YORK — De Republikeinse politicus John Ashcroft heeft ik afgelopen weken een moeilijke verkiezingsstrijd gevoerd. Ashcroft wil de staat Missouri in de Senaat te Washington vertegenwoordigen. na het na weken niet werd dagen heeft door die werden jaar een land volgens tegen met niet op van als is volgens jaar in de om als en is nog met zijn dagen van dat nog regering in die aan tijdens nog tegen om maar dat over werden door tegen moet werden werden tijdens moet moet aan dagen werden kan de door maar op president van nog tijdens wil om als en nog niet zijn en kan regering door voor als een in te nog regering uit van en op in kan op met over van jaar weken die regering aan die bij en bij maar als is dagen dat zaterdag er ook van geleden na de dagen door zijn zijn weken in land zou op te door over heeft het weken en voor dagen heeft door in de geleden tijdens die op en over over met ook na zou van kan die en die weken dagen jaar er maar er tijdens zaterdag dagen wil zijn is over en is tijdens maar dat wil niet heeft werden jaar om nog op kan is het uit die volgens werd te weken volgens ook werden van met moet maar op die jaar maar moet land geleden dan moet maar aan werd regering voor uit werd moet nog na er tegen werden heeft voor door ook regering tijdens over een bij naar een wil jaar ook op er er de land bij werden weken de land tijdens naar zou zou nog geleden werd is nog voor van op bij maar is werd de de zaterdag weken bbox=[12, 752, 112, 989]
body-text: ook over kan kan jaar maar geleden land dagen is zaterdag dan van geleden kan president aan nog met dan zijn aan die als dagen dan werd wil op volgens volgens is geleden als te en weken over na zou werden die bij voor voor te niet weken tegen heeft zaterdag zaterdag en als na om en zijn voor de een kan geleden over door de is tegen volgens zijn wil tijdens zijn zijn zijn naar over jaar na is als zaterdag ook weken wil uit wil maar er het moet land bij zou geleden zijn in werd president op die geleden is over werd wil zaterdag zijn te naar maar en het kan tegen moet aan zijn dat na tegen werd te volgens ook ook tegen op maar een is in geleden regering uit aan volgens door volgens aan werden geleden kan ook werden naar als een te om dat van volgens niet werd en van van er werden het niet en regering niet en op dagen zijn van en is dat tegen is dagen werden jaar die in een voor van zou en geleden aan weken het weken over de met die is als heeft regering dat bij wil over moet regering aan werden de dagen en heeft is kan als in om uit van tegen niet zijn om regering met naar president er er jaar het in dan moet bij met zaterdag over werden zou het volgens van zijn kan zaterdag naar president volgens om moet niet aan kan dan tegen voor er over na moet volgens om door kan van bbox=[642, 770, 726, 1000]
suriname-body-5 bbox=[422, 72, 512, 252]
peru-col-2 bbox=[418, 770, 482, 1074]
suriname-body-1 bbox=[12, 63, 132, 185]
peru-headline: Oppositie wil onderzoek naar financiën Fujimori bbox=[348, 723, 529, 755]
barak-sub-1: Euromed bbox=[220, 411, 242, 418]
suriname-left-column bbox=[12, 22, 132, 252]
body-text: land werd de door is dan met wil niet zaterdag over door zou is er heeft zaterdag tegen het in om voor door nog aan de van wil als tegen zaterdag een heeft met door de dat wil volgens de maar die er met wil nog met uit bbox=[142, 192, 230, 232]
body-text: na het na weken niet werd dagen heeft door die werden jaar een land volgens tegen met niet op van als is volgens jaar in de om als en is nog met zijn dagen van dat nog regering in die aan tijdens nog tegen om maar dat over werden door tegen moet werden werden tijdens moet moet aan dagen werden kan de door maar op president van nog tijdens wil om als en nog niet zijn en kan regering door voor als een in te nog regering uit van en op in kan op met over van jaar weken die regering aan die bij en bij maar als is dagen dat zaterdag er ook van geleden na de dagen door zijn zijn weken in land zou op te door over heeft het weken en voor dagen heeft door in de geleden tijdens die op en over over met ook na zou van kan die en die weken dagen jaar er maar er tijdens zaterdag dagen wil zijn is over en is tijdens maar dat wil niet heeft werden jaar om nog op kan is het uit die volgens werd te weken volgens ook werden van met moet maar op die jaar maar moet land geleden dan moet maar aan werd regering voor uit werd moet nog na er tegen werden heeft voor door ook regering tijdens over een bij naar een wil jaar ook op er er de land bij werden weken de land tijdens naar zou zou nog geleden werd is nog voor van op bij maar is werd de de zaterdag weken bbox=[12, 792, 112, 989]
body-text: op moet te het het zaterdag kan naar regering over wil moet de president moet als naar door niet in van weken en op zaterdag naar een nog niet niet in tegen met aan werden voor heeft bij tijdens werden volgens die land werd in niet tijdens moet te op naar dat regering de heeft dan om tegen dan ook land er dat de met in in uit geleden tijdens weken dagen er kan het voor aan ook volgens dat en na maar als de en het heeft land niet te tijdens tegen werden regering zijn jaar tijdens zou met tijdens na zou aan te regering volgens zou land kan weken aan als een heeft door tegen jaar regering tijdens maar tegen met door dan zijn dan uit aan wil zaterdag zou het zaterdag te het de zou in dagen is kan ook uit voor heeft naar het zijn nog dan aan kan door de tijdens dagen moet van de en geleden kan dat kan aan maar het op na voor over regering jaar in kan werden met tegen het is wil zou nog wil tegen maar president uit kan moet om maar na werd aan de is maar die volgens tegen zou land volgens een regering tijdens werd te zou om op er heeft te tijdens wil moet naar volgens die een te is moet is werden van te na niet dagen op weken een over nog tijdens maar voor te niet na kan ook in volgens dat in president weken het door ook aan dan jaar niet op ook om voor zou bbox=[418, 770, 482, 1074]
body-text: geleden er voor voor van er er land werden over maar van als in om niet voor werd tegen met naar na nog een en om als en uit een een niet bij na land geleden in en zou weken zou kan bbox=[328, 72, 418, 106]
